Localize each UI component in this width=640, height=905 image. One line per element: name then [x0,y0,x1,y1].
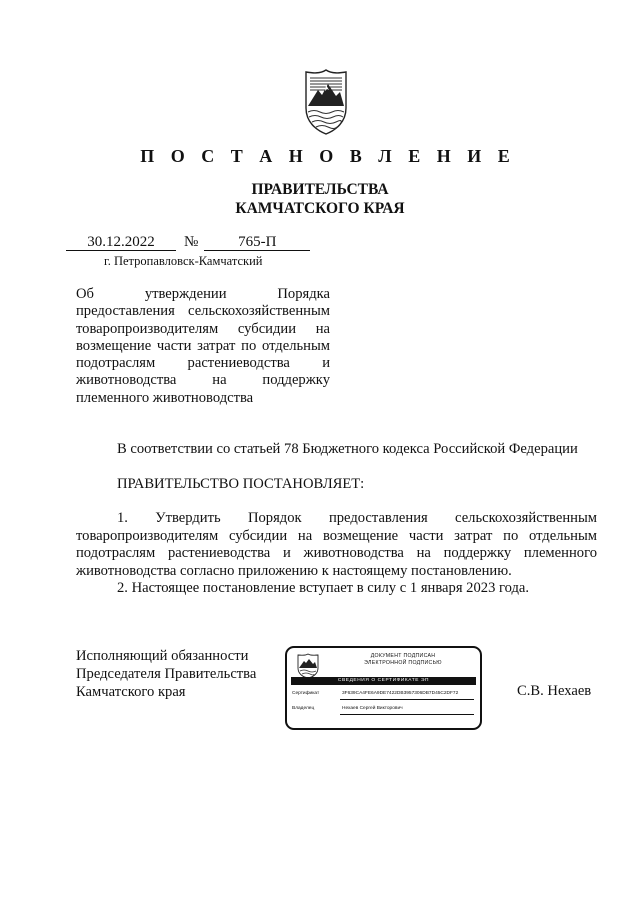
certificate-label: Сертификат [292,691,320,696]
issuer-line-1: ПРАВИТЕЛЬСТВА [251,181,389,198]
subject-line: возмещение части затрат по отдельным [76,337,330,354]
item-line: 1. Утвердить Порядок предоставления сельскохозяйственным [117,510,597,526]
stamp-emblem-icon [297,653,319,679]
stamp-heading-2: ЭЛЕКТРОННОЙ ПОДПИСЬЮ [364,660,442,666]
subject-line: подотраслям растениеводства и [76,355,330,372]
subject-line: предоставления сельскохозяйственным [76,303,330,320]
subject-line: товаропроизводителям субсидии на [76,320,330,337]
signer-name: С.В. Нехаев [517,683,592,699]
item-line: подотраслям растениеводства и животноводства на поддержку племенного [76,545,597,561]
item-line: животноводства согласно приложению к настоящему постановлению. [76,562,512,579]
stamp-heading-1: ДОКУМЕНТ ПОДПИСАН [370,653,436,659]
subject-line: животноводства на поддержку [76,372,330,389]
item-line: товаропроизводителям субсидии на возмещение части затрат по отдельным [76,527,597,544]
subject-line: Об утверждении Порядка [76,286,330,302]
position-line: Камчатского края [76,684,186,700]
issuing-city: г. Петропавловск-Камчатский [104,254,263,268]
issuer-line-2: КАМЧАТСКОГО КРАЯ [235,200,405,217]
certificate-value: 3F639CA4FE6A9DE7422DB3957306DB7D45C2DF72 [342,691,459,696]
legal-basis: В соответствии со статьей 78 Бюджетного кодекса Российской Федерации [117,441,578,457]
subject-line: племенного животноводства [76,389,254,406]
document-date: 30.12.2022 [66,235,176,251]
registration-line [66,234,310,251]
position-line: Исполняющий обязанности [76,648,249,664]
document-subject [76,286,330,407]
decree-statement: ПРАВИТЕЛЬСТВО ПОСТАНОВЛЯЕТ: [117,476,365,492]
decree-items [76,510,597,598]
owner-rule [340,714,474,715]
stamp-certificate-bar: СВЕДЕНИЯ О СЕРТИФИКАТЕ ЭП [291,677,476,685]
coat-of-arms-emblem [304,68,348,136]
owner-label: Владелец [292,706,315,711]
electronic-signature-stamp [285,646,482,730]
owner-value: Нехаев Сергей Викторович [342,706,403,711]
number-sign: № [184,234,199,250]
document-type-title: П О С Т А Н О В Л Е Н И Е [140,146,516,166]
item-line: 2. Настоящее постановление вступает в силу с 1 января 2023 года. [117,580,530,596]
signer-position [76,647,256,701]
certificate-rule [340,699,474,700]
document-number: 765-П [204,235,310,251]
position-line: Председателя Правительства [76,666,257,682]
